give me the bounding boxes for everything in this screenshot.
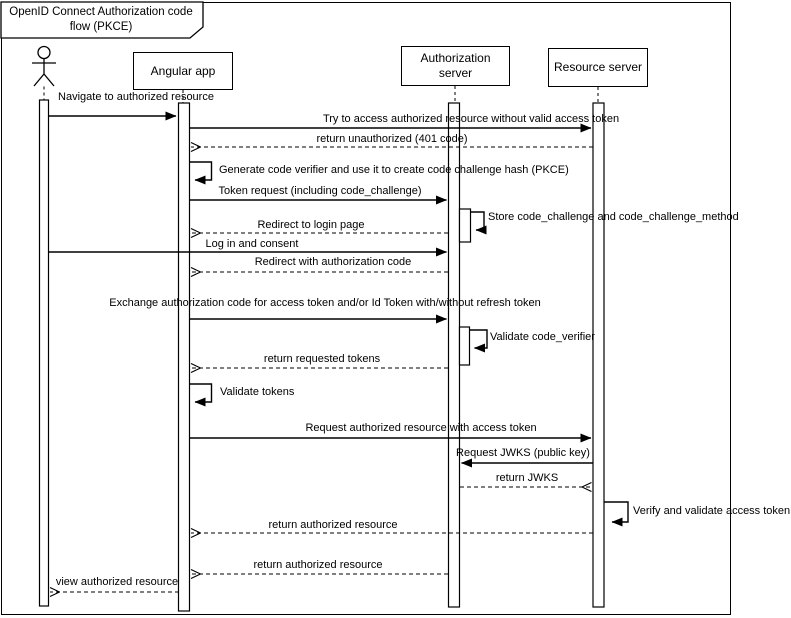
- msg-generate-verifier-label: Generate code verifier and use it to create code challenge hash (PKCE): [219, 164, 569, 176]
- msg-try-access-label: Try to access authorized resource without valid access token: [322, 113, 620, 125]
- msg-return-401-label: return unauthorized (401 code): [316, 133, 468, 145]
- msg-verify-token-loop: [604, 502, 628, 522]
- msg-request-resource-label: Request authorized resource with access token: [305, 422, 537, 434]
- auth-server-nested-activation-validate: [460, 327, 470, 365]
- msg-token-request-label: Token request (including code_challenge): [218, 185, 422, 197]
- participant-auth-server: Authorization server: [401, 46, 510, 86]
- msg-view-resource-label: view authorized resource: [55, 576, 179, 588]
- msg-return-resource1-label: return authorized resource: [268, 519, 398, 531]
- msg-navigate-label: Navigate to authorized resource: [58, 91, 214, 103]
- user-activation: [40, 100, 49, 606]
- msg-verify-token-label: Verify and validate access token: [633, 505, 791, 517]
- msg-validate-verifier-label: Validate code_verifier: [490, 331, 595, 343]
- actor-icon: [32, 47, 56, 87]
- angular-app-activation: [179, 103, 190, 611]
- msg-redirect-authcode-label: Redirect with authorization code: [254, 256, 412, 268]
- msg-validate-tokens-label: Validate tokens: [220, 386, 295, 398]
- msg-store-challenge-loop: [471, 212, 485, 230]
- msg-validate-tokens-loop: [190, 384, 212, 402]
- participant-resource-server: Resource server: [548, 48, 648, 87]
- actor-head: [38, 47, 50, 59]
- msg-request-jwks-label: Request JWKS (public key): [456, 447, 590, 459]
- auth-server-nested-activation-store: [460, 209, 471, 242]
- msg-return-resource2-label: return authorized resource: [253, 559, 383, 571]
- auth-server-activation: [449, 103, 460, 607]
- msg-login-consent-label: Log in and consent: [205, 238, 299, 250]
- msg-return-tokens-label: return requested tokens: [263, 353, 381, 365]
- msg-redirect-login-label: Redirect to login page: [257, 219, 365, 231]
- msg-validate-verifier-loop: [470, 330, 488, 348]
- diagram-title: OpenID Connect Authorization code flow (PKCE): [9, 6, 193, 33]
- msg-store-challenge-label: Store code_challenge and code_challenge_method: [488, 211, 739, 223]
- msg-generate-verifier-loop: [190, 162, 212, 180]
- participant-angular-app: Angular app: [133, 52, 233, 90]
- actor-body: [32, 59, 56, 87]
- msg-exchange-code-label: Exchange authorization code for access token and/or Id Token with/without refresh token: [109, 297, 541, 309]
- msg-return-jwks-label: return JWKS: [495, 472, 559, 484]
- resource-server-activation: [593, 103, 604, 607]
